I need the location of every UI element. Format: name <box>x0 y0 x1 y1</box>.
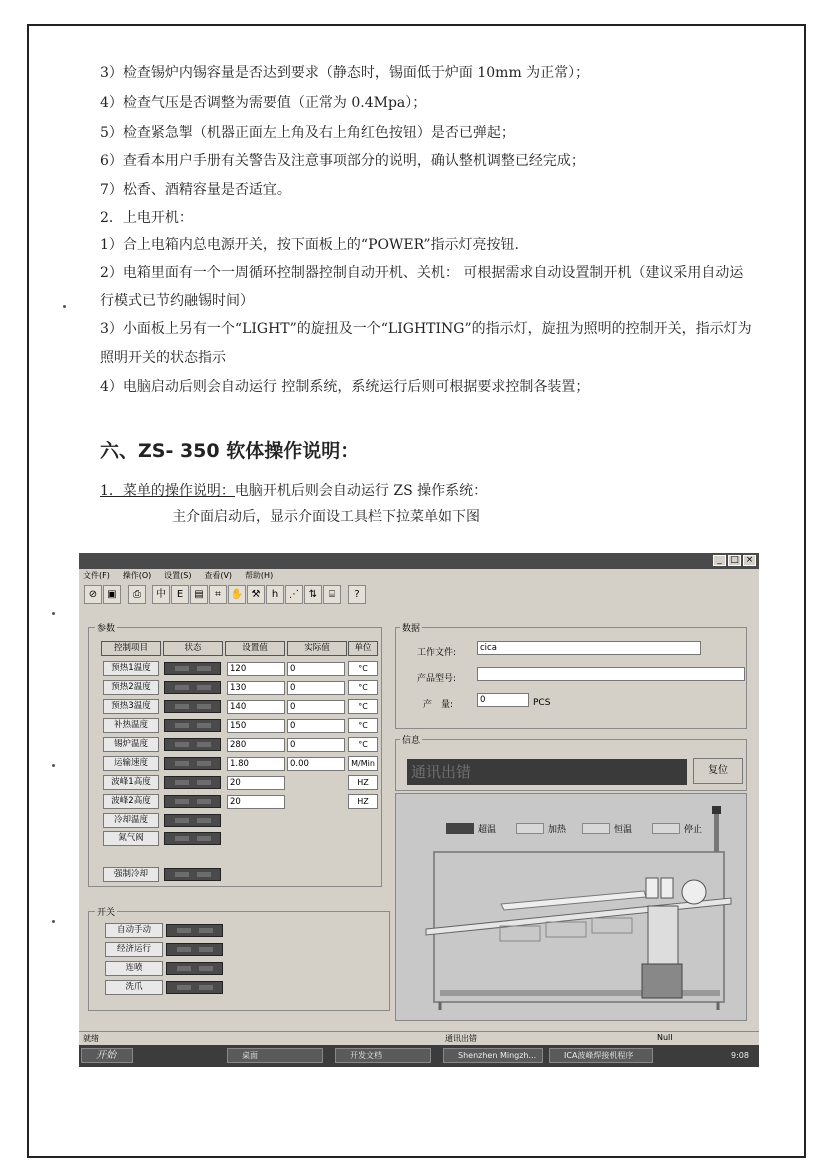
switch-economy[interactable]: 经济运行 <box>105 942 163 957</box>
grid-icon[interactable]: ▤ <box>190 585 208 604</box>
row-label-wave1[interactable]: 波峰1高度 <box>103 775 159 790</box>
legend-stop: 停止 <box>684 825 703 835</box>
doc-line-10: 3）小面板上另有一个“LIGHT”的旋扭及一个“LIGHTING”的指示灯，旋扭为照明的控制开关，指示灯为 <box>100 321 752 337</box>
taskbar-clock: 9:08 <box>731 1051 749 1060</box>
export-icon[interactable]: ⇅ <box>304 585 322 604</box>
status-null: Null <box>657 1033 673 1042</box>
product-label: 产品型号: <box>417 674 457 684</box>
doc-line-9: 行模式已节约融锡时间） <box>100 293 254 309</box>
product-input[interactable] <box>477 667 745 681</box>
menu-help[interactable]: 帮助(H) <box>244 571 274 580</box>
taskbar <box>79 1045 759 1067</box>
actual-value-field: 0 <box>287 719 345 733</box>
print-icon[interactable]: ⎙ <box>128 585 146 604</box>
reset-button[interactable]: 复位 <box>693 758 743 784</box>
doc-line-11: 照明开关的状态指示 <box>100 350 226 366</box>
doc-line-7: 1）合上电箱内总电源开关，按下面板上的“POWER”指示灯亮按钮. <box>100 237 519 253</box>
legend-constant: 恒温 <box>614 825 633 835</box>
app-screenshot <box>79 553 759 1067</box>
status-indicator <box>166 981 223 994</box>
status-indicator <box>164 776 221 789</box>
chart-icon[interactable]: ⋰ <box>285 585 303 604</box>
header-item: 控制项目 <box>101 641 161 656</box>
status-bar <box>79 1031 759 1044</box>
unit-label: HZ <box>348 794 378 809</box>
minimize-button[interactable]: _ <box>713 555 726 566</box>
caption: 主介面启动后，显示介面设工具栏下拉菜单如下图 <box>172 509 480 525</box>
status-indicator <box>164 700 221 713</box>
doc-line-8: 2）电箱里面有一个一周循环控制器控制自动开机、关机： 可根据需求自动设置制开机（建议采用自动运 <box>100 265 744 281</box>
info-title: 信息 <box>400 733 422 746</box>
set-value-field[interactable]: 20 <box>227 795 285 809</box>
row-label-solder-pot[interactable]: 锡炉温度 <box>103 737 159 752</box>
doc-line-3: 5）检查紧急掣（机器正面左上角及右上角红色按钮）是否已弹起； <box>100 125 515 141</box>
actual-value-field: 0 <box>287 738 345 752</box>
legend-overtemp: 超温 <box>478 825 497 835</box>
open-icon[interactable]: ⊘ <box>84 585 102 604</box>
switch-claw-wash[interactable]: 洗爪 <box>105 980 163 995</box>
close-button[interactable]: × <box>743 555 756 566</box>
h-icon[interactable]: h <box>266 585 284 604</box>
row-label-cooling[interactable]: 冷却温度 <box>103 813 159 828</box>
set-value-field[interactable]: 1.80 <box>227 757 285 771</box>
unit-label: °C <box>348 699 378 714</box>
status-indicator <box>166 962 223 975</box>
set-value-field[interactable]: 140 <box>227 700 285 714</box>
unit-label: °C <box>348 680 378 695</box>
actual-value-field: 0 <box>287 662 345 676</box>
doc-line-1: 3）检查锡炉内锡容量是否达到要求（静态时，锡面低于炉面 10mm 为正常）； <box>100 65 590 81</box>
menu-bar <box>79 570 759 583</box>
menu-operate[interactable]: 操作(O) <box>122 571 152 580</box>
hand-icon[interactable]: ✋ <box>228 585 246 604</box>
sub-heading-rest: 电脑开机后则会自动运行 ZS 操作系统： <box>234 483 488 499</box>
row-label-conveyor-speed[interactable]: 运输速度 <box>103 756 159 771</box>
status-indicator <box>164 757 221 770</box>
cursor-icon[interactable]: ⌗ <box>209 585 227 604</box>
scan-dot <box>52 920 55 923</box>
actual-value-field: 0.00 <box>287 757 345 771</box>
status-indicator <box>164 662 221 675</box>
save-icon[interactable]: ▣ <box>103 585 121 604</box>
data-title: 数据 <box>400 621 422 634</box>
work-file-input[interactable]: cica <box>477 641 701 655</box>
status-indicator <box>166 943 223 956</box>
config-icon[interactable]: ⌸ <box>323 585 341 604</box>
unit-label: M/Min <box>348 756 378 771</box>
status-indicator <box>164 681 221 694</box>
work-file-label: 工作文件: <box>417 648 457 658</box>
unit-label: °C <box>348 661 378 676</box>
header-unit: 单位 <box>348 641 378 656</box>
help-icon[interactable]: ? <box>348 585 366 604</box>
taskbar-item-ica[interactable]: ICA波峰焊接机程序 <box>549 1048 653 1063</box>
menu-file[interactable]: 文件(F) <box>83 571 110 580</box>
message-display: 通讯出错 <box>407 759 687 785</box>
scan-dot <box>52 612 55 615</box>
unit-label: °C <box>348 737 378 752</box>
status-indicator <box>164 832 221 845</box>
status-indicator <box>164 868 221 881</box>
doc-line-4: 6）查看本用户手册有关警告及注意事项部分的说明，确认整机调整已经完成； <box>100 153 585 169</box>
force-cool-button[interactable]: 强制冷却 <box>103 867 159 882</box>
set-value-field[interactable]: 130 <box>227 681 285 695</box>
switch-auto-manual[interactable]: 自动手动 <box>105 923 163 938</box>
set-value-field[interactable]: 20 <box>227 776 285 790</box>
qty-input: 0 <box>477 693 529 707</box>
status-indicator <box>164 814 221 827</box>
scan-dot <box>63 305 66 308</box>
unit-label: °C <box>348 718 378 733</box>
machine-panel <box>395 793 747 1021</box>
status-indicator <box>164 719 221 732</box>
sub-heading-underlined: 1．菜单的操作说明： <box>100 483 235 499</box>
row-label-preheat1[interactable]: 预热1温度 <box>103 661 159 676</box>
set-value-field[interactable]: 280 <box>227 738 285 752</box>
doc-line-12: 4）电脑启动后则会自动运行 控制系统，系统运行后则可根据要求控制各装置； <box>100 379 590 395</box>
row-label-preheat3[interactable]: 预热3温度 <box>103 699 159 714</box>
status-ready: 就绪 <box>83 1034 99 1043</box>
h-center-icon[interactable]: 中 <box>152 585 170 604</box>
legend-heating: 加热 <box>548 825 567 835</box>
doc-line-6: 2．上电开机： <box>100 210 193 226</box>
menu-view[interactable]: 查看(V) <box>204 571 233 580</box>
status-indicator <box>166 924 223 937</box>
unit-label: HZ <box>348 775 378 790</box>
doc-line-2: 4）检查气压是否调整为需要值（正常为 0.4Mpa）； <box>100 95 427 111</box>
e-icon[interactable]: E <box>171 585 189 604</box>
actual-value-field: 0 <box>287 681 345 695</box>
row-label-supplement[interactable]: 补热温度 <box>103 718 159 733</box>
qty-label: 产 量: <box>423 700 454 710</box>
title-bar <box>79 553 759 569</box>
maximize-button[interactable]: □ <box>728 555 741 566</box>
start-button[interactable]: 开始 <box>81 1048 133 1063</box>
switch-title: 开关 <box>95 905 117 918</box>
row-label-wave2[interactable]: 波峰2高度 <box>103 794 159 809</box>
params-title: 参数 <box>95 621 117 634</box>
doc-line-5: 7）松香、酒精容量是否适宜。 <box>100 182 291 198</box>
taskbar-item-shenzhen[interactable]: Shenzhen Mingzh... <box>443 1048 543 1063</box>
switch-continuous-spray[interactable]: 连喷 <box>105 961 163 976</box>
taskbar-item-docs[interactable]: 开发文档 <box>335 1048 431 1063</box>
row-label-nitrogen[interactable]: 氮气阀 <box>103 831 159 846</box>
status-indicator <box>164 738 221 751</box>
status-comm: 通讯出错 <box>445 1034 477 1043</box>
qty-unit: PCS <box>533 698 551 708</box>
taskbar-item-desktop[interactable]: 桌面 <box>227 1048 323 1063</box>
toolbar <box>82 585 759 607</box>
set-value-field[interactable]: 120 <box>227 662 285 676</box>
section-title: 六、ZS- 350 软体操作说明： <box>100 440 360 462</box>
tool-icon[interactable]: ⚒ <box>247 585 265 604</box>
actual-value-field: 0 <box>287 700 345 714</box>
wave-solder-machine-icon <box>396 794 746 1020</box>
row-label-preheat2[interactable]: 预热2温度 <box>103 680 159 695</box>
header-set: 设置值 <box>225 641 285 656</box>
menu-settings[interactable]: 设置(S) <box>164 571 192 580</box>
status-indicator <box>164 795 221 808</box>
scan-dot <box>52 764 55 767</box>
header-status: 状态 <box>163 641 223 656</box>
set-value-field[interactable]: 150 <box>227 719 285 733</box>
header-actual: 实际值 <box>287 641 347 656</box>
sub-heading <box>100 480 487 500</box>
